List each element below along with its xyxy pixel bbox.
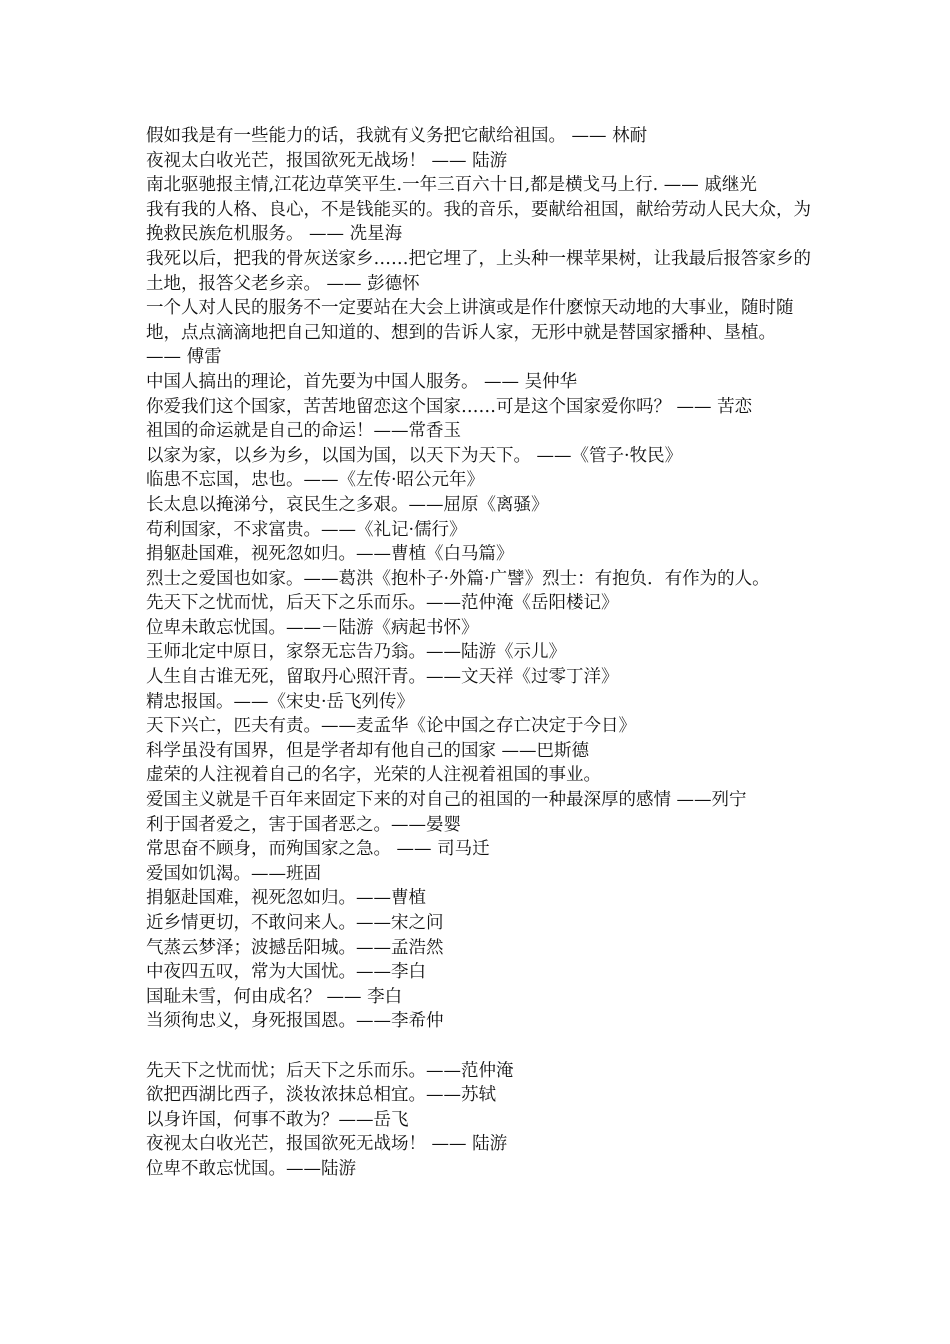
blank-line: [146, 1034, 812, 1059]
quote-line: 近乡情更切，不敢问来人。——宋之问: [146, 913, 444, 933]
quote-line: 苟利国家，不求富贵。——《礼记·儒行》: [146, 519, 467, 540]
quote-line: 先天下之忧而忧，后天下之乐而乐。——范仲淹《岳阳楼记》: [146, 593, 619, 614]
quote-line: 捐躯赴国难，视死忽如归。——曹植《白马篇》: [146, 544, 514, 565]
quote-line: 夜视太白收光芒，报国欲死无战场！ —— 陆游: [146, 150, 508, 171]
quote-line: 临患不忘国，忠也。——《左传·昭公元年》: [146, 470, 485, 491]
quote-line: 以身许国，何事不敢为？——岳飞: [146, 1109, 409, 1130]
quote-line: 王师北定中原日，家祭无忘告乃翁。——陆游《示儿》: [146, 642, 566, 663]
quote-line: 我有我的人格、良心，不是钱能买的。我的音乐，要献给祖国，献给劳动人民大众，为挽救民族危机服务。 —— 冼星海: [146, 199, 811, 245]
quote-line: 中夜四五叹，常为大国忧。——李白: [146, 962, 426, 983]
document-body: [146, 124, 812, 1182]
quote-line: 精忠报国。——《宋史·岳飞列传》: [146, 691, 415, 712]
quote-line: 位卑不敢忘忧国。——陆游: [146, 1158, 356, 1179]
quote-line: 先天下之忧而忧；后天下之乐而乐。——范仲淹: [146, 1060, 514, 1081]
quote-list-main: [146, 124, 812, 1034]
quote-line: 夜视太白收光芒，报国欲死无战场！ —— 陆游: [146, 1134, 508, 1155]
quote-list-second: [146, 1059, 812, 1182]
quote-line: 假如我是有一些能力的话，我就有义务把它献给祖国。 —— 林耐: [146, 126, 648, 146]
quote-line: 科学虽没有国界，但是学者却有他自己的国家 ——巴斯德: [146, 740, 590, 761]
quote-line: 利于国者爱之，害于国者恶之。——晏婴: [146, 814, 461, 835]
quote-line: 爱国如饥渴。——班固: [146, 863, 321, 884]
quote-line: 当须徇忠义，身死报国恩。——李希仲: [146, 1011, 444, 1032]
quote-line: 捐躯赴国难，视死忽如归。——曹植: [146, 888, 426, 909]
quote-line: 虚荣的人注视着自己的名字，光荣的人注视着祖国的事业。: [146, 765, 601, 786]
quote-line: 中国人搞出的理论，首先要为中国人服务。 —— 吴仲华: [146, 371, 578, 392]
quote-line: 爱国主义就是千百年来固定下来的对自己的祖国的一种最深厚的感情 ——列宁: [146, 790, 747, 811]
quote-line: 一个人对人民的服务不一定要站在大会上讲演或是作什麽惊天动地的大事业，随时随地，点点滴滴地把自己知道的、想到的告诉人家，无形中就是替国家播种、垦植。 —— 傅雷: [146, 298, 794, 368]
quote-line: 位卑未敢忘忧国。——－陆游《病起书怀》: [146, 617, 479, 638]
quote-line: 气蒸云梦泽；波撼岳阳城。——孟浩然: [146, 937, 444, 958]
quote-line: 长太息以掩涕兮，哀民生之多艰。——屈原《离骚》: [146, 494, 549, 515]
quote-line: 我死以后，把我的骨灰送家乡……把它埋了，上头种一棵苹果树，让我最后报答家乡的土地，报答父老乡亲。 —— 彭德怀: [146, 248, 811, 294]
quote-line: 常思奋不顾身，而殉国家之急。 —— 司马迁: [146, 839, 490, 860]
quote-line: 你爱我们这个国家，苦苦地留恋这个国家……可是这个国家爱你吗？ —— 苦恋: [146, 396, 753, 417]
quote-line: 南北驱驰报主情,江花边草笑平生.一年三百六十日,都是横戈马上行. —— 戚继光: [146, 175, 757, 196]
quote-line: 国耻未雪，何由成名？ —— 李白: [146, 986, 403, 1007]
quote-line: 人生自古谁无死，留取丹心照汗青。——文天祥《过零丁洋》: [146, 667, 619, 688]
quote-line: 烈士之爱国也如家。——葛洪《抱朴子·外篇·广譬》烈士：有抱负．有作为的人。: [146, 568, 770, 589]
quote-line: 以家为家，以乡为乡，以国为国，以天下为天下。 ——《管子·牧民》: [146, 445, 683, 466]
quote-line: 欲把西湖比西子，淡妆浓抹总相宜。——苏轼: [146, 1085, 496, 1106]
quote-line: 祖国的命运就是自己的命运！——常香玉: [146, 421, 461, 442]
quote-line: 天下兴亡，匹夫有责。——麦孟华《论中国之存亡决定于今日》: [146, 716, 636, 737]
